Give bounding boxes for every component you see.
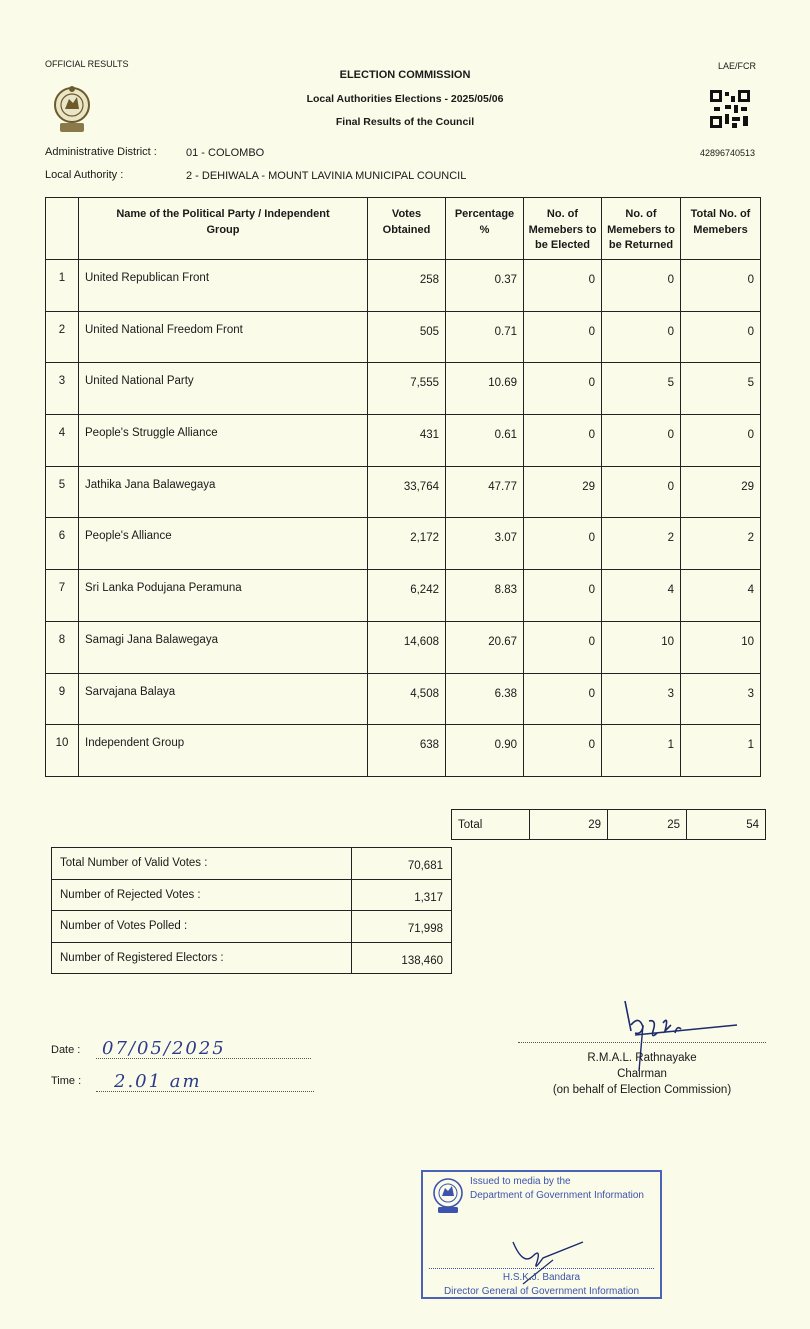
row-index: 8: [46, 621, 79, 673]
row-index: 5: [46, 466, 79, 518]
totals-returned: 25: [608, 810, 687, 840]
elected-cell: 0: [524, 673, 602, 725]
returned-cell: 10: [602, 621, 681, 673]
table-row: [46, 260, 761, 312]
summary-row: [52, 879, 452, 911]
summary-label: Total Number of Valid Votes :: [52, 848, 352, 880]
table-row: [46, 621, 761, 673]
total-cell: 10: [681, 621, 761, 673]
elected-cell: 29: [524, 466, 602, 518]
total-cell: 5: [681, 363, 761, 415]
table-row: [46, 673, 761, 725]
totals-label: Total: [452, 810, 530, 840]
returned-cell: 0: [602, 260, 681, 312]
votes-cell: 258: [368, 260, 446, 312]
summary-value: 71,998: [352, 911, 452, 943]
row-index: 3: [46, 363, 79, 415]
elected-cell: 0: [524, 311, 602, 363]
party-name: Samagi Jana Balawegaya: [79, 621, 368, 673]
signatory-name: R.M.A.L. Rathnayake: [587, 1052, 697, 1064]
signatory-note: (on behalf of Election Commission): [552, 1084, 732, 1096]
stamp-line-1: Issued to media by the: [470, 1176, 571, 1187]
summary-label: Number of Registered Electors :: [52, 942, 352, 974]
page-subtitle: Final Results of the Council: [335, 116, 475, 128]
table-row: [46, 415, 761, 467]
elected-cell: 0: [524, 415, 602, 467]
percentage-cell: 0.90: [446, 725, 524, 777]
document-number: 42896740513: [700, 148, 756, 158]
returned-cell: 5: [602, 363, 681, 415]
org-title: ELECTION COMMISSION: [339, 69, 471, 81]
summary-label: Number of Rejected Votes :: [52, 879, 352, 911]
returned-cell: 3: [602, 673, 681, 725]
totals-row: [452, 810, 766, 840]
total-cell: 0: [681, 260, 761, 312]
party-name: United National Freedom Front: [79, 311, 368, 363]
row-index: 7: [46, 570, 79, 622]
date-line: [96, 1038, 311, 1059]
percentage-cell: 0.37: [446, 260, 524, 312]
percentage-cell: 0.71: [446, 311, 524, 363]
elected-cell: 0: [524, 363, 602, 415]
percentage-cell: 3.07: [446, 518, 524, 570]
returned-cell: 2: [602, 518, 681, 570]
total-cell: 3: [681, 673, 761, 725]
official-results-label: OFFICIAL RESULTS: [45, 59, 129, 69]
returned-cell: 0: [602, 466, 681, 518]
table-row: [46, 570, 761, 622]
total-cell: 4: [681, 570, 761, 622]
total-cell: 2: [681, 518, 761, 570]
column-header-index: [46, 198, 79, 260]
total-cell: 29: [681, 466, 761, 518]
returned-cell: 0: [602, 311, 681, 363]
row-index: 9: [46, 673, 79, 725]
votes-cell: 6,242: [368, 570, 446, 622]
totals-elected: 29: [530, 810, 608, 840]
votes-cell: 638: [368, 725, 446, 777]
elected-cell: 0: [524, 518, 602, 570]
summary-row: [52, 848, 452, 880]
party-name: United National Party: [79, 363, 368, 415]
date-value: 07/05/2025: [102, 1038, 226, 1059]
row-index: 4: [46, 415, 79, 467]
table-row: [46, 363, 761, 415]
time-value: 2.01 am: [114, 1071, 202, 1092]
qr-code-icon: [710, 90, 750, 133]
votes-cell: 14,608: [368, 621, 446, 673]
percentage-cell: 8.83: [446, 570, 524, 622]
summary-row: [52, 942, 452, 974]
elected-cell: 0: [524, 621, 602, 673]
column-header-returned: No. of Memebers to be Returned: [602, 198, 681, 260]
district-value: 01 - COLOMBO: [186, 147, 265, 159]
party-name: Sarvajana Balaya: [79, 673, 368, 725]
totals-table: [451, 809, 766, 840]
column-header-party: Name of the Political Party / Independent Group: [79, 198, 368, 260]
stamp-signatory-title: Director General of Government Information: [443, 1286, 640, 1297]
percentage-cell: 6.38: [446, 673, 524, 725]
party-name: Sri Lanka Podujana Peramuna: [79, 570, 368, 622]
column-header-elected: No. of Memebers to be Elected: [524, 198, 602, 260]
stamp-signatory-name: H.S.K.J. Bandara: [502, 1272, 581, 1283]
national-emblem-icon: [52, 83, 92, 140]
signatory-title: Chairman: [617, 1068, 667, 1080]
totals-total: 54: [687, 810, 766, 840]
row-index: 6: [46, 518, 79, 570]
summary-value: 70,681: [352, 848, 452, 880]
party-name: Jathika Jana Balawegaya: [79, 466, 368, 518]
date-label: Date :: [51, 1044, 81, 1056]
summary-label: Number of Votes Polled :: [52, 911, 352, 943]
column-header-votes: Votes Obtained: [368, 198, 446, 260]
district-label: Administrative District :: [45, 146, 157, 158]
stamp-line-2: Department of Government Information: [470, 1190, 644, 1201]
table-header-row: [46, 198, 761, 260]
party-name: United Republican Front: [79, 260, 368, 312]
votes-cell: 505: [368, 311, 446, 363]
column-header-total: Total No. of Memebers: [681, 198, 761, 260]
authority-value: 2 - DEHIWALA - MOUNT LAVINIA MUNICIPAL COUNCIL: [186, 170, 467, 182]
percentage-cell: 20.67: [446, 621, 524, 673]
votes-cell: 7,555: [368, 363, 446, 415]
total-cell: 1: [681, 725, 761, 777]
row-index: 2: [46, 311, 79, 363]
elected-cell: 0: [524, 725, 602, 777]
row-index: 10: [46, 725, 79, 777]
time-label: Time :: [51, 1075, 82, 1087]
vote-summary-table: [51, 847, 452, 974]
authority-label: Local Authority :: [45, 169, 124, 181]
time-line: [96, 1071, 314, 1092]
total-cell: 0: [681, 415, 761, 467]
summary-value: 138,460: [352, 942, 452, 974]
elected-cell: 0: [524, 260, 602, 312]
table-row: [46, 466, 761, 518]
returned-cell: 0: [602, 415, 681, 467]
summary-value: 1,317: [352, 879, 452, 911]
party-name: People's Struggle Alliance: [79, 415, 368, 467]
table-row: [46, 518, 761, 570]
summary-row: [52, 911, 452, 943]
returned-cell: 1: [602, 725, 681, 777]
party-name: Independent Group: [79, 725, 368, 777]
percentage-cell: 10.69: [446, 363, 524, 415]
column-header-percentage: Percentage %: [446, 198, 524, 260]
table-row: [46, 311, 761, 363]
document-code: LAE/FCR: [718, 61, 757, 71]
table-row: [46, 725, 761, 777]
row-index: 1: [46, 260, 79, 312]
votes-cell: 431: [368, 415, 446, 467]
votes-cell: 2,172: [368, 518, 446, 570]
elected-cell: 0: [524, 570, 602, 622]
returned-cell: 4: [602, 570, 681, 622]
results-table: [45, 197, 761, 777]
votes-cell: 4,508: [368, 673, 446, 725]
election-title: Local Authorities Elections - 2025/05/06: [306, 93, 504, 105]
party-name: People's Alliance: [79, 518, 368, 570]
media-stamp: [421, 1170, 662, 1299]
votes-cell: 33,764: [368, 466, 446, 518]
total-cell: 0: [681, 311, 761, 363]
percentage-cell: 47.77: [446, 466, 524, 518]
percentage-cell: 0.61: [446, 415, 524, 467]
department-emblem-icon: [431, 1176, 465, 1219]
